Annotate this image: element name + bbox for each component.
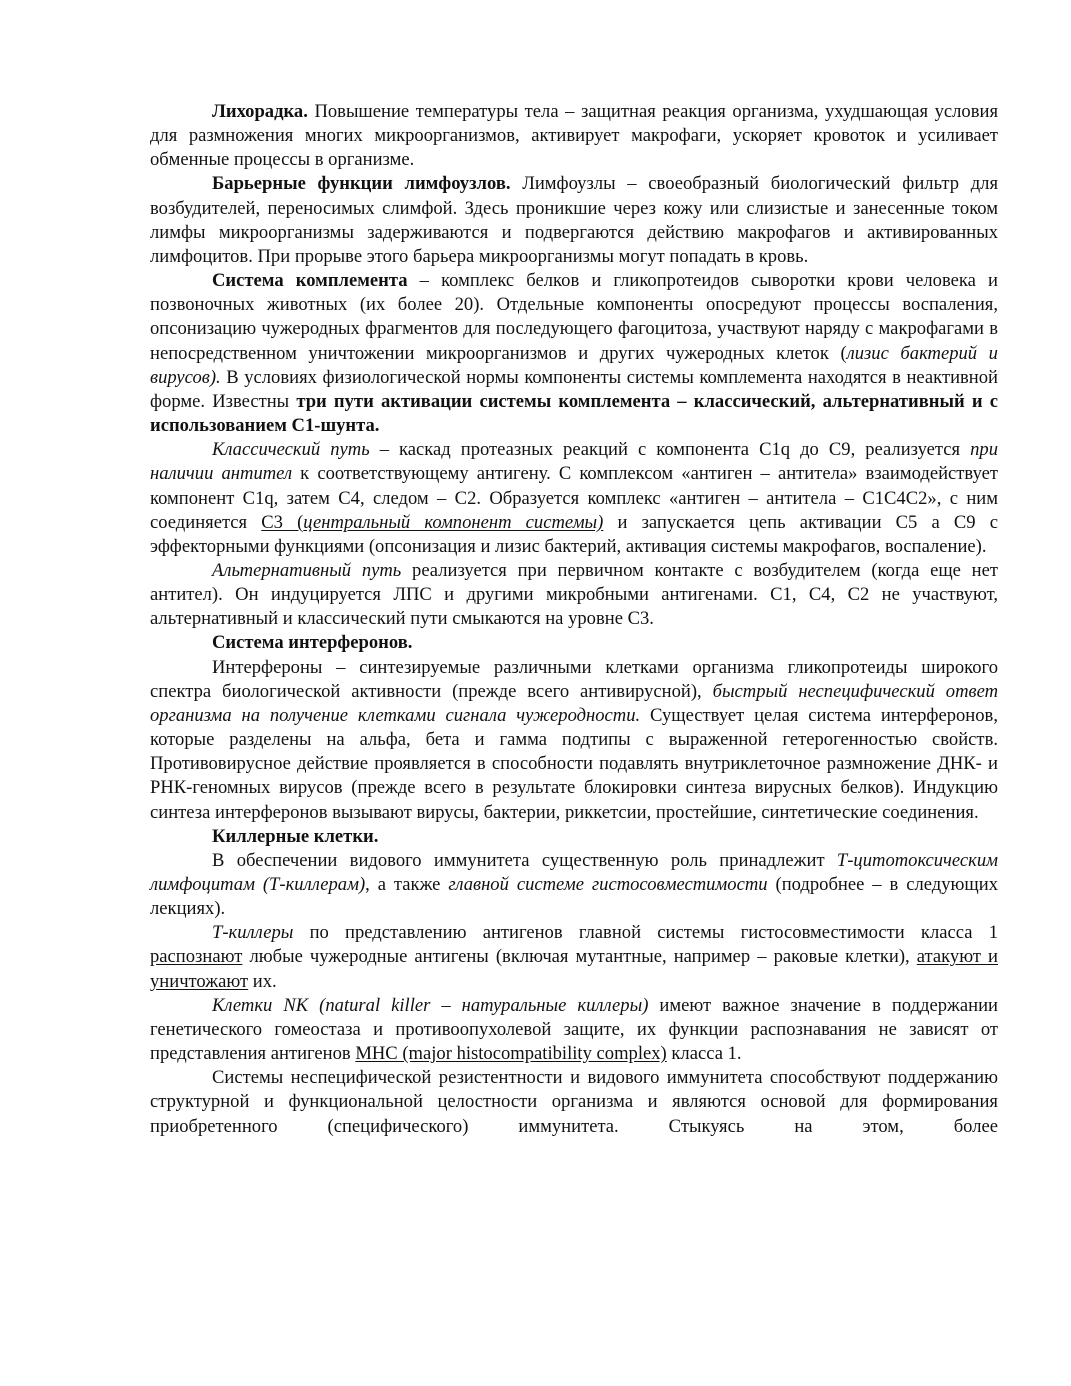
text-nk-1: имеют важное значение в поддержании генетического гомеостаза и противоопухолевой защите, их функции распознавания не зависят от представления антигенов [150,994,998,1065]
text-complement-lysis: лизис бактерий и вирусов). [150,342,998,388]
paragraph-lymph-nodes [150,172,998,269]
heading-killer-cells [150,825,998,849]
text-nk-2: класса 1. [666,1043,742,1065]
text-classical-c3 [261,512,603,533]
text-alternative: реализуется при первичном контакте с возбудителем (когда еще нет антител). Он индуцируется ЛПС и другими микробными антигенами. С1, С4, С2 не участвуют, альтернативный и классический пути смыкаются на уровне С3. [150,559,998,630]
text-species-mhc: главной системе гистосовместимости [448,874,768,895]
text-classical-c3-central: центральный компонент системы) [303,511,604,533]
text-interferons-1: Интерфероны – синтезируемые различными клетками организма гликопротеиды широкого спектра биологической активности (прежде всего антивирусной), [150,656,998,702]
paragraph-complement [150,269,998,438]
text-classical-1: – каскад протеазных реакций с компонента С1q до С9, реализуется [369,439,971,461]
text-tkillers-3: их. [248,970,277,992]
heading-fever: Лихорадка. [212,101,308,122]
paragraph-t-killers [150,921,998,993]
text-tkillers-1: по представлению антигенов главной системы гистосовместимости класса 1 [293,922,998,944]
paragraph-classical-path [150,438,998,559]
text-complement-pathways: три пути активации системы комплемента – классический, альтернативный и с использованием С1-шунта. [150,390,998,437]
text-complement-2: В условиях физиологической нормы компоненты системы комплемента находятся в неактивной форме. Известны [150,366,998,412]
text-interferons-response: быстрый неспецифический ответ организма на получение клетками сигнала чужеродности. [150,680,999,726]
text-species-1: В обеспечении видового иммунитета существенную роль принадлежит [212,849,837,871]
text-classical-antibodies: при наличии антител [150,439,998,485]
term-alternative-path: Альтернативный путь [212,559,402,581]
text-species-3: (подробнее – в следующих лекциях). [150,874,998,920]
paragraph-conclusion [150,1066,998,1138]
text-nk-mhc: МНС (major histocompatibility complex) [355,1043,667,1065]
text-interferons-2: Существует целая система интерферонов, которые разделены на альфа, бета и гамма подтипы с выраженной гетерогенностью свойств. Противовирусное действие проявляется в способности подавлять внутриклеточное размножение ДНК- и РНК-геномных вирусов (прежде всего в результате блокировки синтеза вирусных белков). Индукцию синтеза интерферонов вызывают вирусы, бактерии, риккетсии, простейшие, синтетические соединения. [150,704,998,823]
text-classical-3: и запускается цепь активации С5 а С9 с эффекторными функциями (опсонизация и лизис бактерий, активация системы макрофагов, воспаление). [150,511,998,557]
text-species-2: , а также [365,874,449,895]
paragraph-alternative-path [150,559,998,631]
text-classical-c3-label: С3 ( [261,511,304,533]
text-tkillers-recognize: распознают [150,946,243,968]
text-tkillers-attack: атакуют и уничтожают [150,946,998,992]
text-species-tkillers: Т-цитотоксическим лимфоцитам (Т-киллерам) [150,849,998,895]
term-t-killers: Т-киллеры [212,922,294,944]
term-classical-path: Классический путь [212,439,370,461]
paragraph-nk-cells [150,994,998,1066]
term-nk-cells: Клетки NK (natural killer – натуральные киллеры) [212,994,649,1016]
heading-interferons-text: Система интерферонов. [212,632,413,654]
text-tkillers-2: любые чужеродные антигены (включая мутантные, например – раковые клетки), [242,946,917,968]
heading-lymph-nodes: Барьерные функции лимфоузлов. [212,173,511,195]
heading-complement: Система комплемента [212,270,408,292]
heading-interferons [150,631,998,655]
paragraph-interferons [150,656,998,825]
heading-killer-cells-text: Киллерные клетки. [212,825,379,847]
text-classical-2: к соответствующему антигену. С комплексом «антиген – антитела» взаимодействует компонент С1q, затем С4, следом – С2. Образуется комплекс «антиген – антитела – С1С4С2», с ним соединяется [150,463,999,533]
document-page [150,100,998,1139]
text-lymph-nodes: Лимфоузлы – своеобразный биологический фильтр для возбудителей, переносимых слимфой. Здесь проникшие через кожу или слизистые и занесенные током лимфы микроорганизмы задерживаются и подвергаются действию макрофагов и активированных лимфоцитов. При прорыве этого барьера микроорганизмы могут попадать в кровь. [150,173,999,267]
paragraph-species-immunity [150,849,998,921]
paragraph-fever [150,100,998,172]
text-complement-1: – комплекс белков и гликопротеидов сыворотки крови человека и позвоночных животных (их более 20). Отдельные компоненты опосредуют процессы воспаления, опсонизацию чужеродных фрагментов для последующего фагоцитоза, участвуют наряду с макрофагами в непосредственном уничтожении микроорганизмов и других чужеродных клеток ( [150,270,998,364]
text-conclusion: Системы неспецифической резистентности и видового иммунитета способствуют поддержанию структурной и функциональной целостности организма и являются основой для формирования приобретенного (специфического) иммунитета. Стыкуясь на этом, более [150,1067,998,1137]
text-fever: Повышение температуры тела – защитная реакция организма, ухудшающая условия для размножения многих микроорганизмов, активирует макрофаги, ускоряет кровоток и усиливает обменные процессы в организме. [150,101,998,171]
